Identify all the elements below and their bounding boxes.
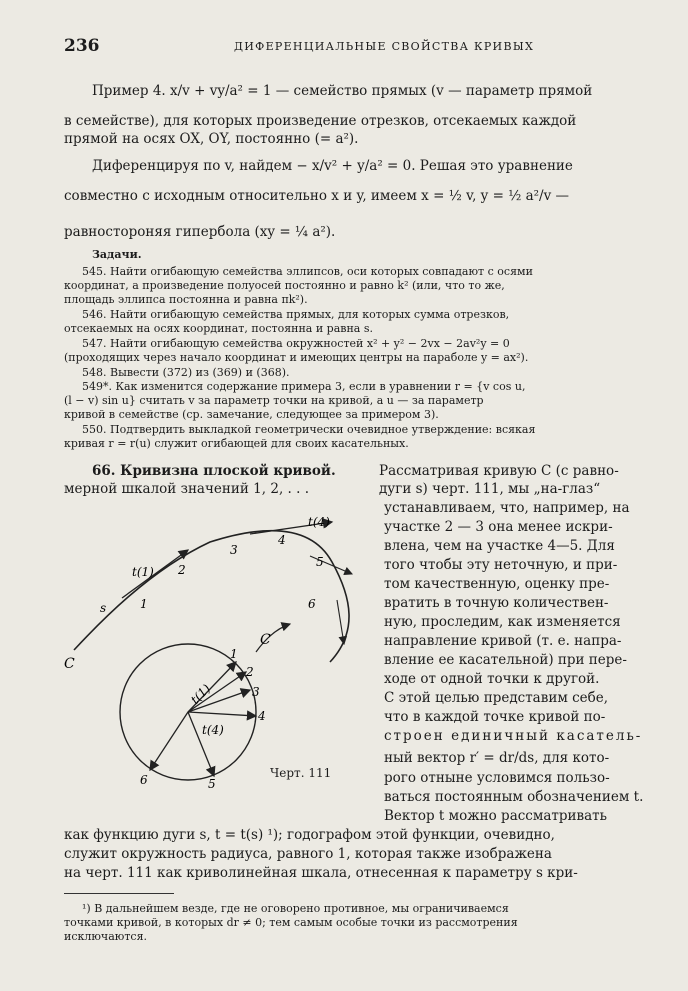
figure-drawing bbox=[60, 512, 386, 790]
example-line: прямой на осях OX, OY, постоянно (= a²). bbox=[64, 131, 359, 147]
page-number: 236 bbox=[64, 36, 100, 56]
column-line: того чтобы эту неточную, и при- bbox=[384, 557, 618, 573]
unit-vector bbox=[188, 712, 214, 776]
column-line: вратить в точную количествен- bbox=[384, 595, 609, 611]
example-line: Пример 4. x/v + vy/a² = 1 — семейство прямых (v — параметр прямой bbox=[92, 83, 593, 99]
example-line: совместно с исходным относительно x и y, имеем x = ½ v, y = ½ a²/v — bbox=[64, 188, 569, 204]
body-line: как функцию дуги s, t = t(s) ¹); годографом этой функции, очевидно, bbox=[64, 827, 555, 843]
task-line: 550. Подтвердить выкладкой геометрически очевидное утверждение: всякая bbox=[82, 423, 536, 436]
task-line: 546. Найти огибающую семейства прямых, для которых сумма отрезков, bbox=[82, 308, 510, 321]
label-c3: 3 bbox=[252, 685, 260, 699]
column-line: ваться постоянным обозначением t. bbox=[384, 789, 644, 805]
label-pt6: 6 bbox=[308, 597, 316, 611]
label-c1: 1 bbox=[230, 647, 238, 661]
figure-caption: Черт. 111 bbox=[270, 766, 332, 780]
unit-vector bbox=[188, 712, 256, 716]
example-line: Диференцируя по v, найдем − x/v² + y/a² = 0. Решая это уравнение bbox=[92, 158, 573, 174]
label-c4: 4 bbox=[258, 709, 266, 723]
column-line: что в каждой точке кривой по- bbox=[384, 709, 606, 725]
body-line: на черт. 111 как криволинейная шкала, отнесенная к параметру s кри- bbox=[64, 865, 578, 881]
task-line: 545. Найти огибающую семейства эллипсов, оси которых совпадают с осями bbox=[82, 265, 533, 278]
column-line: С этой целью представим себе, bbox=[384, 690, 609, 706]
label-pt3: 3 bbox=[230, 543, 238, 557]
footnote-line: исключаются. bbox=[64, 930, 148, 943]
task-line: (l − v) sin u} считать v за параметр точки на кривой, а u — за параметр bbox=[64, 394, 484, 407]
footnote-line: ¹) В дальнейшем везде, где не оговорено противное, мы ограничиваемся bbox=[82, 902, 509, 915]
task-line: (проходящих через начало координат и имеющих центры на параболе y = ax²). bbox=[64, 351, 529, 364]
running-head: ДИФЕРЕНЦИАЛЬНЫЕ СВОЙСТВА КРИВЫХ bbox=[234, 40, 535, 53]
label-t4-upper: t(4) bbox=[308, 515, 330, 529]
body-line: служит окружность радиуса, равного 1, которая также изображена bbox=[64, 846, 552, 862]
task-line: 547. Найти огибающую семейства окружностей x² + y² − 2vx − 2av²y = 0 bbox=[82, 337, 510, 350]
example-line: равностороняя гипербола (xy = ¼ a²). bbox=[64, 224, 336, 240]
footnote-rule bbox=[64, 893, 174, 894]
label-c6: 6 bbox=[140, 773, 148, 787]
column-line: ный вектор r′ = dr/ds, для кото- bbox=[384, 750, 610, 766]
figure-111 bbox=[60, 512, 386, 790]
label-pt4: 4 bbox=[278, 533, 286, 547]
task-line: координат, а произведение полуосей постоянно и равно k² (или, что то же, bbox=[64, 279, 505, 292]
footnote-line: точками кривой, в которых dr ≠ 0; тем самым особые точки из рассмотрения bbox=[64, 916, 518, 929]
task-line: 548. Вывести (372) из (369) и (368). bbox=[82, 366, 290, 379]
label-s: s bbox=[100, 601, 107, 615]
label-t1-upper: t(1) bbox=[132, 565, 154, 579]
column-line: строен единичный касатель- bbox=[384, 728, 643, 744]
label-curve-c-2: C bbox=[260, 632, 271, 648]
column-line: устанавливаем, что, например, на bbox=[384, 500, 630, 516]
label-pt5: 5 bbox=[316, 555, 324, 569]
label-pt2: 2 bbox=[178, 563, 186, 577]
column-line: Вектор t можно рассматривать bbox=[384, 808, 607, 824]
tangent-vector-upper bbox=[337, 600, 344, 644]
column-line: ную, проследим, как изменяется bbox=[384, 614, 621, 630]
column-line: вление ее касательной) при пере- bbox=[384, 652, 627, 668]
unit-vector bbox=[150, 712, 188, 770]
task-line: кривой в семействе (ср. замечание, следующее за примером 3). bbox=[64, 408, 439, 421]
label-c5: 5 bbox=[208, 777, 216, 790]
label-t1-lower: t(1) bbox=[187, 681, 214, 707]
section-text: дуги s) черт. 111, мы „на-глаз“ bbox=[379, 481, 601, 497]
task-line: кривая r = r(u) служит огибающей для своих касательных. bbox=[64, 437, 409, 450]
column-line: том качественную, оценку пре- bbox=[384, 576, 610, 592]
column-line: ходе от одной точки к другой. bbox=[384, 671, 600, 687]
label-c2: 2 bbox=[246, 665, 254, 679]
task-line: отсекаемых на осях координат, постоянна и равна s. bbox=[64, 322, 374, 335]
tasks-heading: Задачи. bbox=[92, 248, 142, 261]
label-t4-lower: t(4) bbox=[202, 723, 224, 737]
task-line: 549*. Как изменится содержание примера 3, если в уравнении r = {v cos u, bbox=[82, 380, 526, 393]
section-title: 66. Кривизна плоской кривой. bbox=[92, 463, 336, 479]
page-header bbox=[64, 36, 632, 58]
example-line: в семействе), для которых произведение отрезков, отсекаемых каждой bbox=[64, 113, 577, 129]
label-pt1: 1 bbox=[140, 597, 148, 611]
column-line: рого отныне условимся пользо- bbox=[384, 770, 610, 786]
column-line: участке 2 — 3 она менее искри- bbox=[384, 519, 613, 535]
column-line: направление кривой (т. е. напра- bbox=[384, 633, 622, 649]
section-text: мерной шкалой значений 1, 2, . . . bbox=[64, 481, 309, 497]
section-text: Рассматривая кривую C (с равно- bbox=[379, 463, 619, 479]
label-curve-c: C bbox=[64, 656, 75, 672]
column-line: влена, чем на участке 4—5. Для bbox=[384, 538, 615, 554]
task-line: площадь эллипса постоянна и равна πk²). bbox=[64, 293, 308, 306]
